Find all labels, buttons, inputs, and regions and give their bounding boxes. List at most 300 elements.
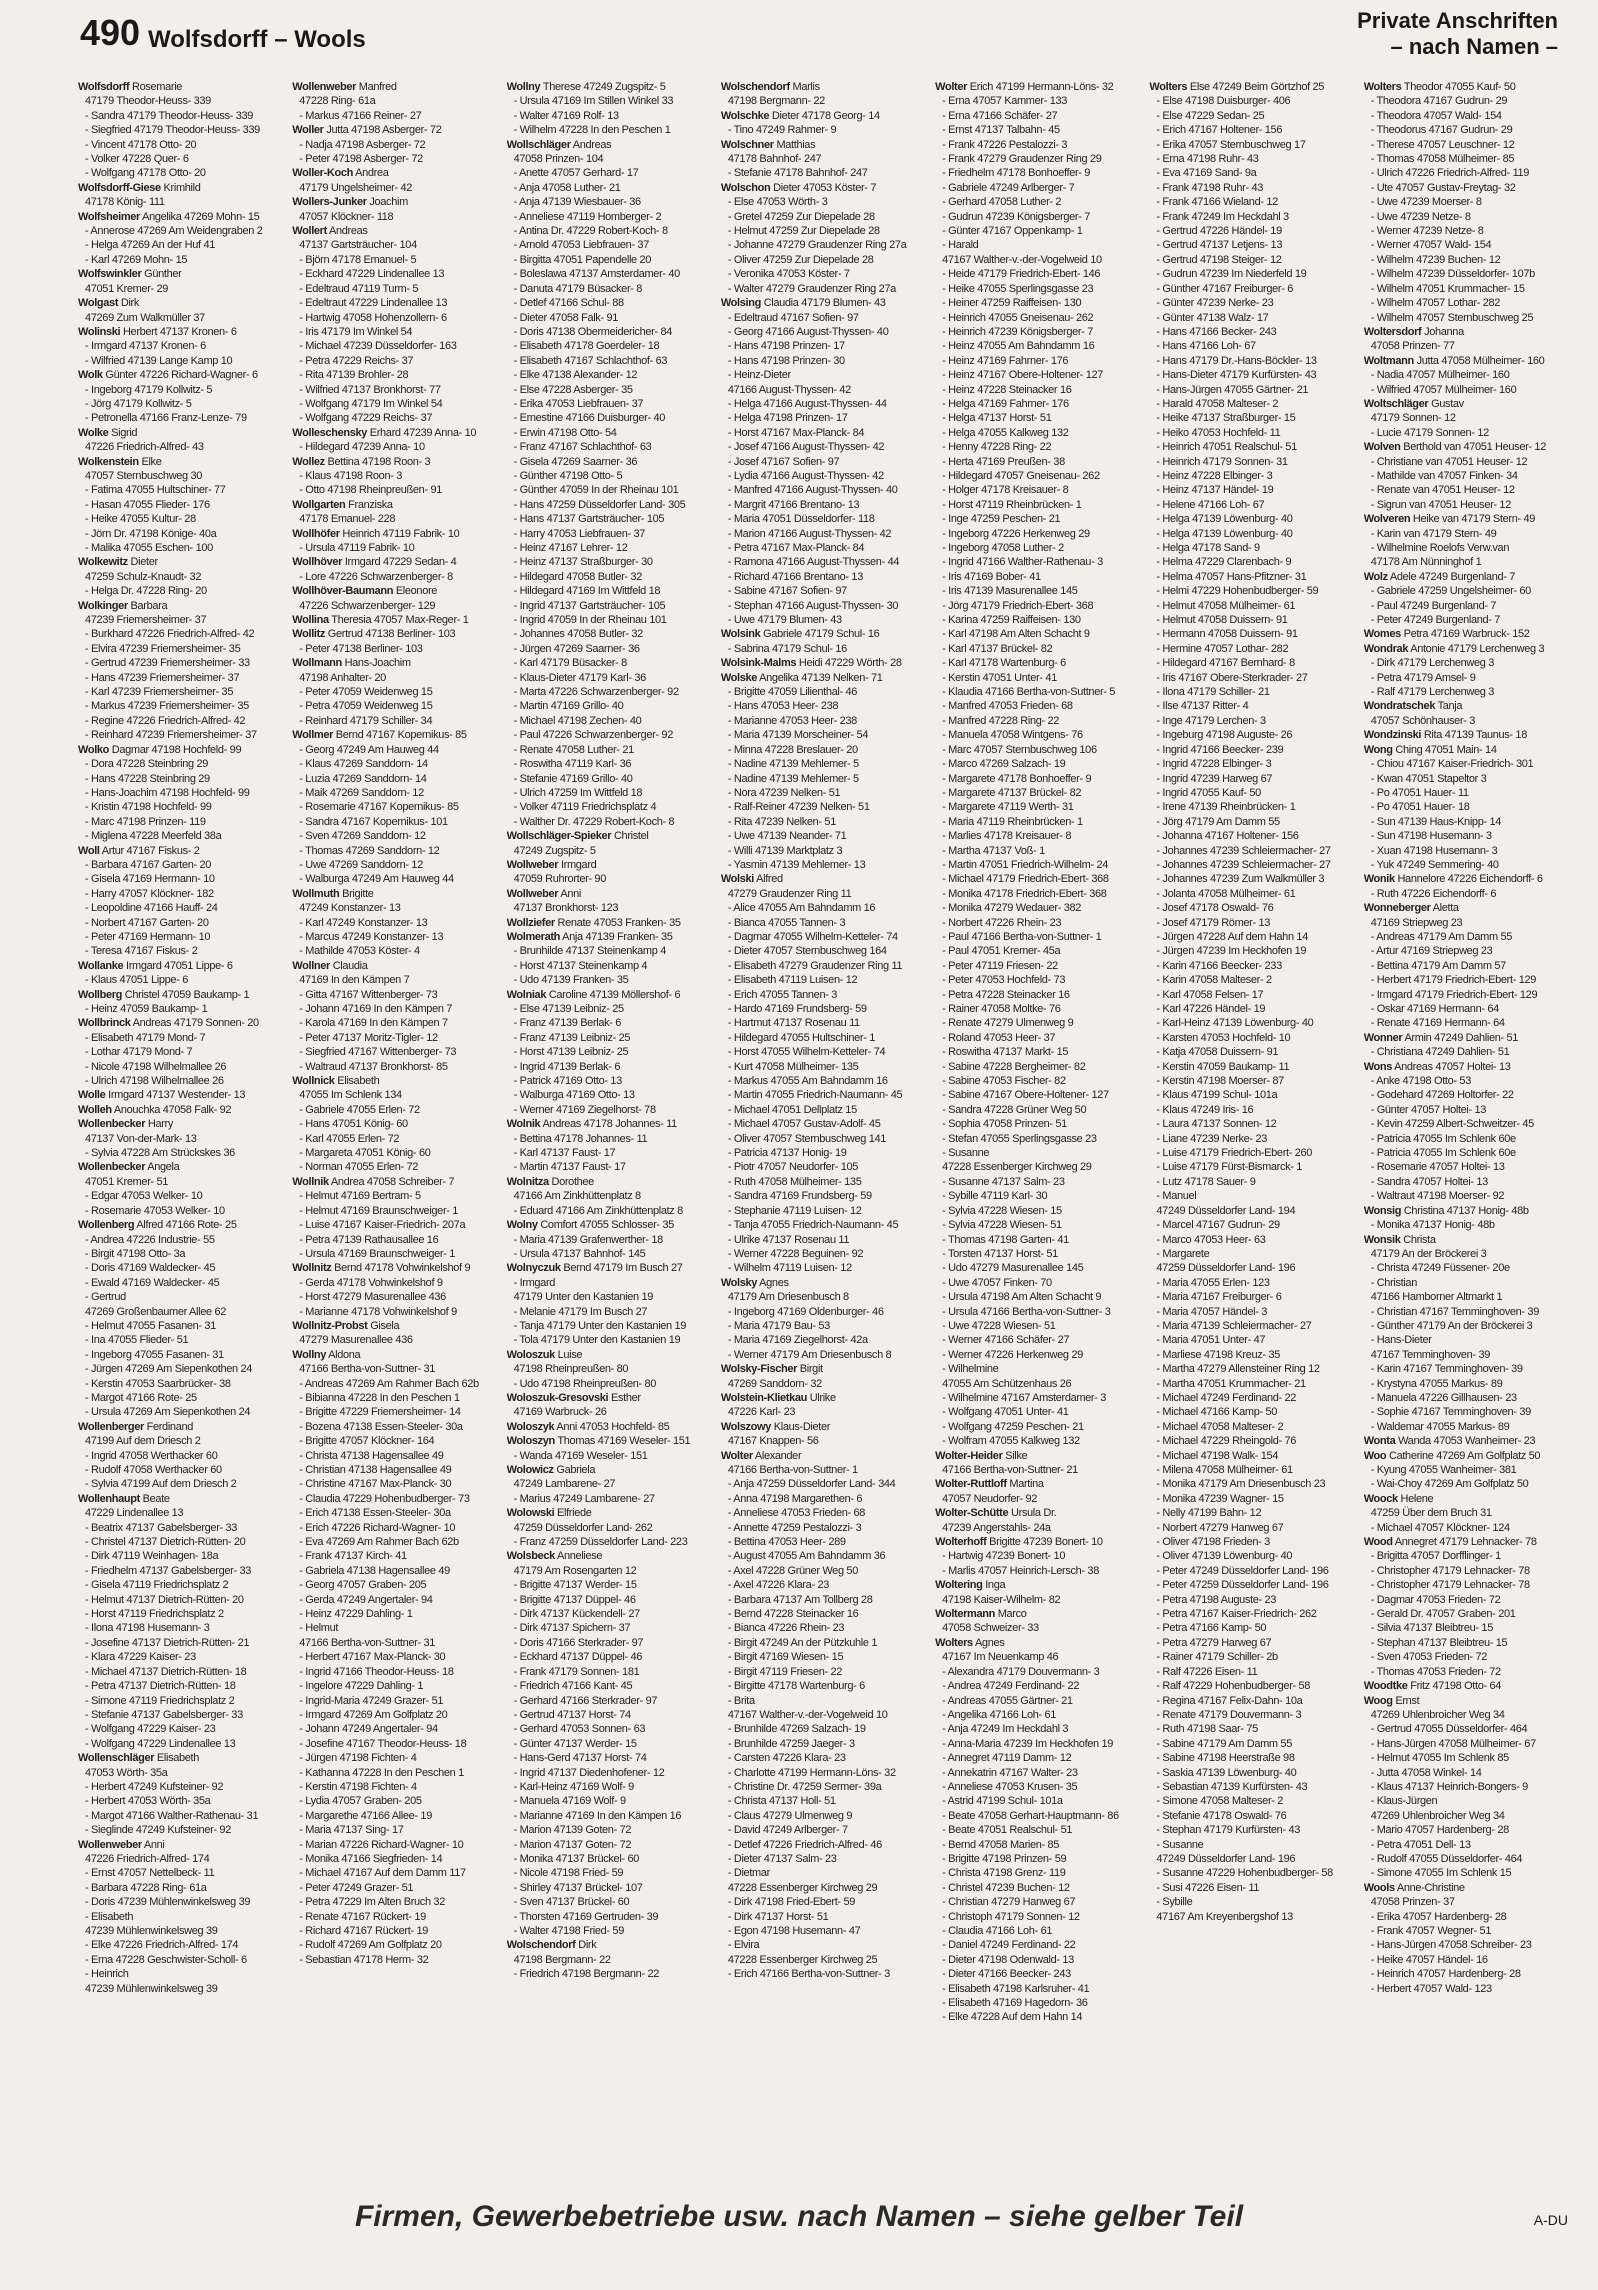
listing-text: - Eva 47269 Am Rahmer Bach 62b bbox=[299, 1536, 459, 1549]
listing-entry bbox=[935, 1434, 1139, 1448]
surname: Wollenweber bbox=[292, 81, 357, 93]
listing-text: - Brunhilde 47137 Steinenkamp 4 bbox=[513, 945, 666, 958]
surname: Wollenschläger bbox=[78, 1752, 155, 1765]
listing-entry bbox=[935, 1233, 1139, 1247]
listing-entry bbox=[507, 1002, 711, 1016]
listing-entry bbox=[292, 988, 496, 1002]
listing-text: - Hildegard 47239 Anna- 10 bbox=[299, 441, 425, 454]
listing-entry bbox=[78, 613, 282, 627]
listing-text: - Peter 47169 Hermann- 10 bbox=[85, 930, 211, 943]
listing-text: - Charlotte 47199 Hermann-Löns- 32 bbox=[727, 1766, 896, 1779]
listing-entry bbox=[292, 1694, 496, 1708]
listing-text: 47167 Knappen- 56 bbox=[727, 1435, 819, 1448]
listing-entry bbox=[1364, 1780, 1568, 1794]
listing-text: - Jörn Dr. 47198 Könige- 40a bbox=[85, 527, 217, 540]
listing-text: - Christa 47198 Grenz- 119 bbox=[942, 1867, 1066, 1880]
listing-entry bbox=[1364, 815, 1568, 829]
listing-entry bbox=[935, 1002, 1139, 1016]
listing-entry bbox=[1364, 1132, 1568, 1146]
listing-entry bbox=[1149, 1377, 1353, 1391]
listing-text: - Petra 47198 Auguste- 23 bbox=[1156, 1593, 1277, 1606]
listing-text: - Irmgard 47269 Am Golfplatz 20 bbox=[299, 1708, 448, 1721]
listing-text: - Peter 47137 Moritz-Tigler- 12 bbox=[299, 1031, 438, 1044]
listing-entry bbox=[1149, 455, 1353, 469]
listing-entry bbox=[1149, 1665, 1353, 1679]
listing-text: Christa bbox=[1403, 1233, 1436, 1246]
listing-entry bbox=[1149, 1708, 1353, 1722]
listing-text: Bettina 47198 Roon- 3 bbox=[327, 455, 431, 468]
listing-entry bbox=[292, 1117, 496, 1131]
listing-text: - Franz 47167 Schlachthof- 63 bbox=[513, 441, 652, 454]
listing-text: - Helmut 47137 Dietrich-Rütten- 20 bbox=[85, 1593, 244, 1606]
listing-text: - Walter 47198 Fried- 59 bbox=[513, 1925, 624, 1937]
listing-text: 47167 Walther-v.-der-Vogelweid 10 bbox=[942, 253, 1102, 266]
listing-text: - Ingrid 47166 Walther-Rathenau- 3 bbox=[942, 556, 1103, 569]
listing-text: - Veronika 47053 Köster- 7 bbox=[727, 268, 850, 281]
listing-entry bbox=[1149, 253, 1353, 267]
listing-text: - Karin 47058 Malteser- 2 bbox=[1156, 974, 1272, 987]
listing-text: - Alexandra 47179 Douvermann- 3 bbox=[942, 1665, 1100, 1678]
listing-entry bbox=[1364, 541, 1568, 555]
listing-text: - Shirley 47137 Brückel- 107 bbox=[513, 1881, 643, 1894]
listing-entry bbox=[935, 1866, 1139, 1880]
listing-entry bbox=[507, 916, 711, 930]
listing-text: - Wilfried 47057 Mülheimer- 160 bbox=[1370, 383, 1517, 396]
listing-text: - Frank 47179 Sonnen- 181 bbox=[513, 1665, 640, 1678]
listing-entry bbox=[292, 901, 496, 915]
listing-text: Tanja bbox=[1437, 700, 1463, 713]
listing-entry bbox=[935, 627, 1139, 641]
listing-text: - Walther Dr. 47229 Robert-Koch- 8 bbox=[513, 815, 675, 828]
listing-text: - Maria 47051 Unter- 47 bbox=[1156, 1334, 1266, 1347]
listing-entry bbox=[1364, 627, 1568, 641]
listing-text: - David 47249 Arlberger- 7 bbox=[727, 1824, 848, 1837]
listing-entry bbox=[935, 570, 1139, 584]
listing-entry bbox=[721, 1780, 925, 1794]
listing-entry bbox=[1149, 1737, 1353, 1751]
surname: Woloszyn bbox=[506, 1435, 555, 1448]
surname: Wollnick bbox=[292, 1075, 335, 1088]
listing-text: - Ingrid 47228 Elbinger- 3 bbox=[1156, 758, 1272, 771]
listing-text: 47058 Schweizer- 33 bbox=[942, 1622, 1039, 1635]
listing-text: Andreas 47178 Johannes- 11 bbox=[542, 1118, 677, 1131]
listing-entry bbox=[507, 1694, 711, 1708]
listing-text: - Patricia 47055 Im Schlenk 60e bbox=[1370, 1147, 1516, 1160]
listing-entry bbox=[935, 1117, 1139, 1131]
listing-entry bbox=[935, 282, 1139, 296]
listing-entry bbox=[935, 1938, 1139, 1952]
listing-entry bbox=[1149, 757, 1353, 771]
listing-entry bbox=[721, 1938, 925, 1952]
listing-text: 47166 Bertha-von-Suttner- 31 bbox=[299, 1363, 436, 1376]
listing-text: Luise bbox=[557, 1348, 583, 1361]
listing-text: - Marlies 47178 Kreisauer- 8 bbox=[942, 830, 1072, 843]
listing-entry bbox=[507, 642, 711, 656]
listing-text: 47179 Am Rosengarten 12 bbox=[513, 1564, 637, 1577]
listing-entry bbox=[507, 455, 711, 469]
listing-text: - Renate 47167 Rückert- 19 bbox=[299, 1910, 426, 1923]
listing-entry bbox=[507, 1578, 711, 1592]
listing-entry bbox=[935, 1910, 1139, 1924]
listing-entry bbox=[935, 973, 1139, 987]
listing-entry bbox=[1149, 296, 1353, 310]
listing-text: - Petra 47166 Kamp- 50 bbox=[1156, 1622, 1267, 1635]
listing-text: Heinrich 47119 Fabrik- 10 bbox=[342, 527, 460, 540]
listing-entry bbox=[507, 1521, 711, 1535]
listing-text: - Uwe 47139 Neander- 71 bbox=[727, 830, 847, 843]
listing-entry bbox=[935, 858, 1139, 872]
listing-entry bbox=[292, 224, 496, 238]
listing-text: - Susanne 47137 Salm- 23 bbox=[942, 1175, 1065, 1188]
listing-entry bbox=[78, 368, 282, 382]
listing-text: - Wolfgang 47259 Peschen- 21 bbox=[942, 1420, 1084, 1433]
listing-entry bbox=[507, 1766, 711, 1780]
listing-text: - Harald 47058 Malteser- 2 bbox=[1156, 397, 1279, 410]
surname: Wolveren bbox=[1363, 513, 1411, 526]
surname: Wolschon bbox=[720, 181, 771, 194]
listing-entry bbox=[721, 1391, 925, 1405]
listing-text: - Annette 47259 Pestalozzi- 3 bbox=[727, 1521, 862, 1534]
listing-entry bbox=[1364, 1449, 1568, 1463]
listing-text: - Petra 47059 Weidenweg 15 bbox=[299, 700, 433, 713]
listing-entry bbox=[292, 1506, 496, 1520]
listing-entry bbox=[721, 1233, 925, 1247]
listing-entry bbox=[1149, 901, 1353, 915]
listing-text: - Ingrid 47166 Beecker- 239 bbox=[1156, 743, 1284, 756]
listing-entry bbox=[292, 282, 496, 296]
listing-text: 47228 Essenberger Kirchweg 29 bbox=[942, 1161, 1092, 1174]
listing-entry bbox=[292, 541, 496, 555]
listing-entry bbox=[721, 1160, 925, 1174]
listing-text: - Christoph 47179 Sonnen- 12 bbox=[942, 1910, 1080, 1923]
listing-text: - Horst 47279 Masurenallee 436 bbox=[299, 1291, 446, 1304]
listing-text: - Josefine 47167 Theodor-Heuss- 18 bbox=[299, 1737, 467, 1750]
listing-text: Gustav bbox=[1431, 397, 1464, 410]
listing-entry bbox=[292, 1348, 496, 1362]
listing-text: - Friedhelm 47137 Gabelsberger- 33 bbox=[85, 1564, 252, 1577]
listing-text: - Heinz-Dieter bbox=[727, 369, 791, 382]
listing-text: 47249 Düsseldorfer Land- 196 bbox=[1156, 1852, 1296, 1865]
listing-entry bbox=[78, 656, 282, 670]
listing-entry bbox=[721, 1261, 925, 1275]
listing-entry bbox=[1364, 699, 1568, 713]
listing-text: 47228 Ring- 61a bbox=[299, 95, 376, 108]
listing-entry bbox=[935, 1218, 1139, 1232]
listing-entry bbox=[935, 123, 1139, 137]
listing-entry bbox=[1149, 469, 1353, 483]
listing-text: 47178 Bahnhof- 247 bbox=[727, 153, 822, 166]
listing-text: Dorothee bbox=[551, 1175, 594, 1188]
listing-entry bbox=[78, 411, 282, 425]
listing-text: - Volker 47228 Quer- 6 bbox=[85, 153, 189, 166]
listing-entry bbox=[721, 829, 925, 843]
listing-entry bbox=[1149, 238, 1353, 252]
listing-entry bbox=[1364, 512, 1568, 526]
listing-entry bbox=[1149, 1348, 1353, 1362]
listing-text: - Maik 47269 Sanddorn- 12 bbox=[299, 786, 424, 799]
listing-text: - Klaus 47137 Heinrich-Bongers- 9 bbox=[1370, 1780, 1528, 1793]
listing-text: - Kristin 47198 Hochfeld- 99 bbox=[85, 801, 212, 814]
listing-entry bbox=[78, 1160, 282, 1174]
listing-text: - Lydia 47057 Graben- 205 bbox=[299, 1795, 422, 1808]
listing-text: Bernd 47179 Im Busch 27 bbox=[563, 1262, 683, 1275]
listing-text: - Anja 47249 Im Heckdahl 3 bbox=[942, 1723, 1069, 1736]
listing-entry bbox=[78, 772, 282, 786]
listing-entry bbox=[721, 224, 925, 238]
listing-entry bbox=[1364, 1838, 1568, 1852]
listing-entry bbox=[935, 1578, 1139, 1592]
listing-entry bbox=[1149, 743, 1353, 757]
listing-entry bbox=[292, 1535, 496, 1549]
listing-text: - Johanna 47167 Holtener- 156 bbox=[1156, 830, 1299, 843]
listing-text: - Elisabeth 47167 Schlachthof- 63 bbox=[513, 354, 668, 367]
listing-entry bbox=[78, 1621, 282, 1635]
listing-text: 47137 Von-der-Mark- 13 bbox=[85, 1132, 197, 1145]
listing-text: - Karsten 47053 Hochfeld- 10 bbox=[1156, 1031, 1291, 1044]
listing-entry bbox=[1149, 94, 1353, 108]
listing-text: - Martin 47055 Friedrich-Naumann- 45 bbox=[727, 1089, 903, 1102]
listing-entry bbox=[721, 512, 925, 526]
listing-text: - Claus 47279 Ulmenweg 9 bbox=[727, 1809, 853, 1822]
listing-entry bbox=[507, 1074, 711, 1088]
listing-text: - Herbert 47057 Wald- 123 bbox=[1370, 1982, 1492, 1995]
listing-text: - Helmut 47058 Duissern- 91 bbox=[1156, 614, 1288, 627]
listing-text: - Heide 47179 Friedrich-Ebert- 146 bbox=[942, 268, 1101, 281]
listing-entry bbox=[78, 944, 282, 958]
listing-entry bbox=[935, 1189, 1139, 1203]
listing-entry bbox=[292, 498, 496, 512]
listing-entry bbox=[721, 1434, 925, 1448]
listing-entry bbox=[292, 1650, 496, 1664]
listing-entry bbox=[1149, 1420, 1353, 1434]
listing-entry bbox=[1149, 1506, 1353, 1520]
listing-entry bbox=[721, 1852, 925, 1866]
listing-entry bbox=[721, 656, 925, 670]
listing-text: - Klaus 47269 Sanddorn- 14 bbox=[299, 758, 428, 771]
listing-entry bbox=[935, 1838, 1139, 1852]
listing-text: - Günter 47137 Werder- 15 bbox=[513, 1737, 637, 1750]
listing-entry bbox=[935, 1650, 1139, 1664]
listing-text: Claudia 47179 Blumen- 43 bbox=[763, 297, 886, 310]
listing-text: - Norbert 47279 Hanweg 67 bbox=[1156, 1521, 1284, 1534]
listing-text: - Hans-Dieter 47179 Kurfürsten- 43 bbox=[1156, 369, 1317, 382]
listing-entry bbox=[1149, 800, 1353, 814]
surname: Woloszyk bbox=[506, 1420, 555, 1433]
listing-entry bbox=[507, 1708, 711, 1722]
listing-entry bbox=[1364, 1492, 1568, 1506]
listing-text: - Monika 47137 Honig- 48b bbox=[1370, 1219, 1495, 1232]
listing-entry bbox=[507, 1319, 711, 1333]
listing-entry bbox=[78, 1607, 282, 1621]
listing-text: - Christian 47167 Temminghoven- 39 bbox=[1370, 1305, 1539, 1318]
listing-text: - Günther 47198 Otto- 5 bbox=[513, 469, 623, 482]
surname: Wollenweber bbox=[78, 1838, 142, 1851]
listing-entry bbox=[1149, 1002, 1353, 1016]
listing-entry bbox=[1364, 1218, 1568, 1232]
listing-text: - Andrea 47226 Industrie- 55 bbox=[85, 1233, 215, 1246]
listing-entry bbox=[507, 656, 711, 670]
listing-text: - Werner 47179 Am Driesenbusch 8 bbox=[727, 1348, 892, 1361]
listing-entry bbox=[78, 1132, 282, 1146]
listing-text: - Erich 47138 Essen-Steeler- 30a bbox=[299, 1507, 451, 1520]
listing-entry bbox=[292, 1593, 496, 1607]
listing-entry bbox=[1364, 469, 1568, 483]
listing-entry bbox=[721, 599, 925, 613]
listing-text: - Stephan 47179 Kurfürsten- 43 bbox=[1156, 1824, 1301, 1837]
listing-text: Andreas 47057 Holtei- 13 bbox=[1394, 1060, 1511, 1073]
listing-text: Caroline 47139 Möllershof- 6 bbox=[548, 988, 681, 1001]
listing-entry bbox=[292, 1938, 496, 1952]
listing-entry bbox=[1149, 1233, 1353, 1247]
listing-text: - Ingrid 47059 In der Rheinau 101 bbox=[513, 614, 667, 627]
listing-entry bbox=[507, 887, 711, 901]
listing-entry bbox=[292, 1233, 496, 1247]
listing-entry bbox=[721, 642, 925, 656]
surname: Wolven bbox=[1363, 441, 1401, 454]
listing-entry bbox=[507, 1938, 711, 1952]
listing-text: - Doris 47166 Sterkrader- 97 bbox=[513, 1636, 644, 1649]
listing-text: Manfred bbox=[358, 81, 397, 93]
listing-text: - Christiana 47249 Dahlien- 51 bbox=[1370, 1046, 1510, 1059]
listing-text: - Heinz 47167 Obere-Holtener- 127 bbox=[942, 369, 1104, 382]
listing-entry bbox=[1364, 1377, 1568, 1391]
listing-entry bbox=[78, 1967, 282, 1981]
listing-entry bbox=[292, 1766, 496, 1780]
listing-entry bbox=[721, 1694, 925, 1708]
listing-entry bbox=[935, 1160, 1139, 1174]
listing-text: - Hildegard 47057 Gneisenau- 262 bbox=[942, 469, 1100, 482]
listing-text: - Karl 47269 Mohn- 15 bbox=[85, 253, 188, 266]
listing-text: - Helmut 47055 Fasanen- 31 bbox=[85, 1319, 216, 1332]
listing-text: 47166 Bertha-von-Suttner- 31 bbox=[299, 1636, 436, 1649]
surname: Wollmer bbox=[292, 729, 334, 742]
listing-entry bbox=[1364, 786, 1568, 800]
listing-text: - Heike 47137 Straßburger- 15 bbox=[1156, 412, 1296, 425]
listing-entry bbox=[1149, 728, 1353, 742]
listing-entry bbox=[78, 1650, 282, 1664]
listing-text: - Anette 47057 Gerhard- 17 bbox=[513, 167, 639, 180]
listing-text: - Teresa 47167 Fiskus- 2 bbox=[85, 945, 198, 958]
listing-text: - Egon 47198 Husemann- 47 bbox=[727, 1925, 861, 1937]
listing-text: - Ralf 47179 Lerchenweg 3 bbox=[1370, 686, 1495, 699]
listing-text: - Barbara 47228 Ring- 61a bbox=[85, 1881, 207, 1894]
listing-text: - Uwe 47239 Moerser- 8 bbox=[1370, 196, 1482, 209]
listing-text: - Mathilde van 47057 Finken- 34 bbox=[1370, 469, 1518, 482]
listing-entry bbox=[78, 296, 282, 310]
region-code: A-DU bbox=[1533, 2212, 1568, 2228]
listing-text: 47166 Bertha-von-Suttner- 1 bbox=[727, 1464, 858, 1476]
listing-entry bbox=[78, 1535, 282, 1549]
listing-text: - Maria 47139 Grafenwerther- 18 bbox=[513, 1233, 663, 1246]
listing-text: - Eckhard 47229 Lindenallee 13 bbox=[299, 268, 445, 281]
listing-text: Agnes bbox=[759, 1276, 789, 1289]
listing-text: - Ursula 47198 Am Alten Schacht 9 bbox=[942, 1291, 1102, 1304]
listing-entry bbox=[78, 1060, 282, 1074]
listing-text: - Heinz 47228 Elbinger- 3 bbox=[1156, 469, 1273, 482]
listing-text: - Dirk 47137 Spichern- 37 bbox=[513, 1622, 631, 1635]
listing-text: - Marco 47053 Heer- 63 bbox=[1156, 1233, 1266, 1246]
listing-entry bbox=[292, 1204, 496, 1218]
listing-entry bbox=[721, 772, 925, 786]
listing-text: - Milena 47058 Mülheimer- 61 bbox=[1156, 1464, 1293, 1476]
surname: Wollgarten bbox=[292, 498, 346, 511]
listing-entry bbox=[78, 1002, 282, 1016]
listing-entry bbox=[1149, 1852, 1353, 1866]
listing-entry bbox=[1364, 483, 1568, 497]
surname: Wolters bbox=[1363, 81, 1402, 93]
listing-text: - Dora 47228 Steinbring 29 bbox=[85, 758, 208, 771]
listing-text: Adele 47249 Burgenland- 7 bbox=[1389, 570, 1516, 583]
listing-text: - Markus 47055 Am Bahndamm 16 bbox=[727, 1075, 888, 1088]
listing-entry bbox=[721, 498, 925, 512]
listing-entry bbox=[1149, 1088, 1353, 1102]
listing-text: - Wolfram 47055 Kalkweg 132 bbox=[942, 1435, 1080, 1448]
listing-text: 47228 Essenberger Kirchweg 29 bbox=[727, 1881, 878, 1894]
listing-entry bbox=[78, 642, 282, 656]
listing-entry bbox=[935, 2010, 1139, 2024]
surname: Wollny bbox=[506, 81, 541, 93]
listing-entry bbox=[721, 1506, 925, 1520]
surname: Wolinski bbox=[78, 325, 121, 338]
listing-entry bbox=[507, 1679, 711, 1693]
listing-text: - Wilfried 47137 Bronkhorst- 77 bbox=[299, 383, 441, 396]
listing-text: - Udo 47139 Franken- 35 bbox=[513, 974, 629, 987]
surname: Wolowicz bbox=[506, 1464, 554, 1476]
listing-entry bbox=[507, 1780, 711, 1794]
listing-text: - Hildegard 47055 Hultschiner- 1 bbox=[727, 1031, 876, 1044]
listing-entry bbox=[721, 1650, 925, 1664]
listing-text: - Birgitta 47051 Papendelle 20 bbox=[513, 253, 652, 266]
listing-entry bbox=[292, 844, 496, 858]
listing-text: - Hermann 47058 Duissern- 91 bbox=[1156, 628, 1298, 641]
listing-entry bbox=[507, 599, 711, 613]
listing-text: - Helmut 47058 Mülheimer- 61 bbox=[1156, 599, 1296, 612]
listing-text: Rosemarie bbox=[132, 81, 183, 93]
listing-entry bbox=[1364, 1261, 1568, 1275]
listing-text: Therese 47249 Zugspitz- 5 bbox=[542, 81, 666, 93]
listing-text: - Helmut 47169 Braunschweiger- 1 bbox=[299, 1204, 459, 1217]
listing-entry bbox=[1149, 123, 1353, 137]
listing-entry bbox=[935, 368, 1139, 382]
surname: Wons bbox=[1363, 1060, 1393, 1073]
listing-entry bbox=[935, 1621, 1139, 1635]
listing-entry bbox=[507, 1809, 711, 1823]
listing-entry bbox=[935, 1204, 1139, 1218]
listing-entry bbox=[507, 699, 711, 713]
listing-text: - Jürgen 47228 Auf dem Hahn 14 bbox=[1156, 930, 1308, 943]
listing-entry bbox=[292, 858, 496, 872]
listing-entry bbox=[78, 224, 282, 238]
listing-text: - Else 47228 Asberger- 35 bbox=[513, 383, 633, 396]
listing-text: - Hans 47179 Dr.-Hans-Böckler- 13 bbox=[1156, 354, 1317, 367]
listing-text: - Heinz 47228 Steinacker 16 bbox=[942, 383, 1072, 396]
listing-text: - Herta 47169 Preußen- 38 bbox=[942, 455, 1065, 468]
listing-entry bbox=[1149, 267, 1353, 281]
listing-text: - Martin 47169 Grillo- 40 bbox=[513, 700, 624, 713]
listing-entry bbox=[721, 570, 925, 584]
listing-entry bbox=[292, 1146, 496, 1160]
listing-entry bbox=[721, 1549, 925, 1563]
listing-entry bbox=[507, 555, 711, 569]
surname: Wolstein-Klietkau bbox=[720, 1391, 807, 1404]
listing-text: - Kerstin 47059 Baukamp- 11 bbox=[1156, 1060, 1290, 1073]
listing-entry bbox=[935, 1031, 1139, 1045]
listing-text: - Jörg 47179 Am Damm 55 bbox=[1156, 815, 1280, 828]
listing-entry bbox=[721, 80, 925, 94]
listing-entry bbox=[78, 1866, 282, 1880]
page-header bbox=[70, 8, 1558, 58]
listing-text: - Ilse 47137 Ritter- 4 bbox=[1156, 700, 1249, 713]
